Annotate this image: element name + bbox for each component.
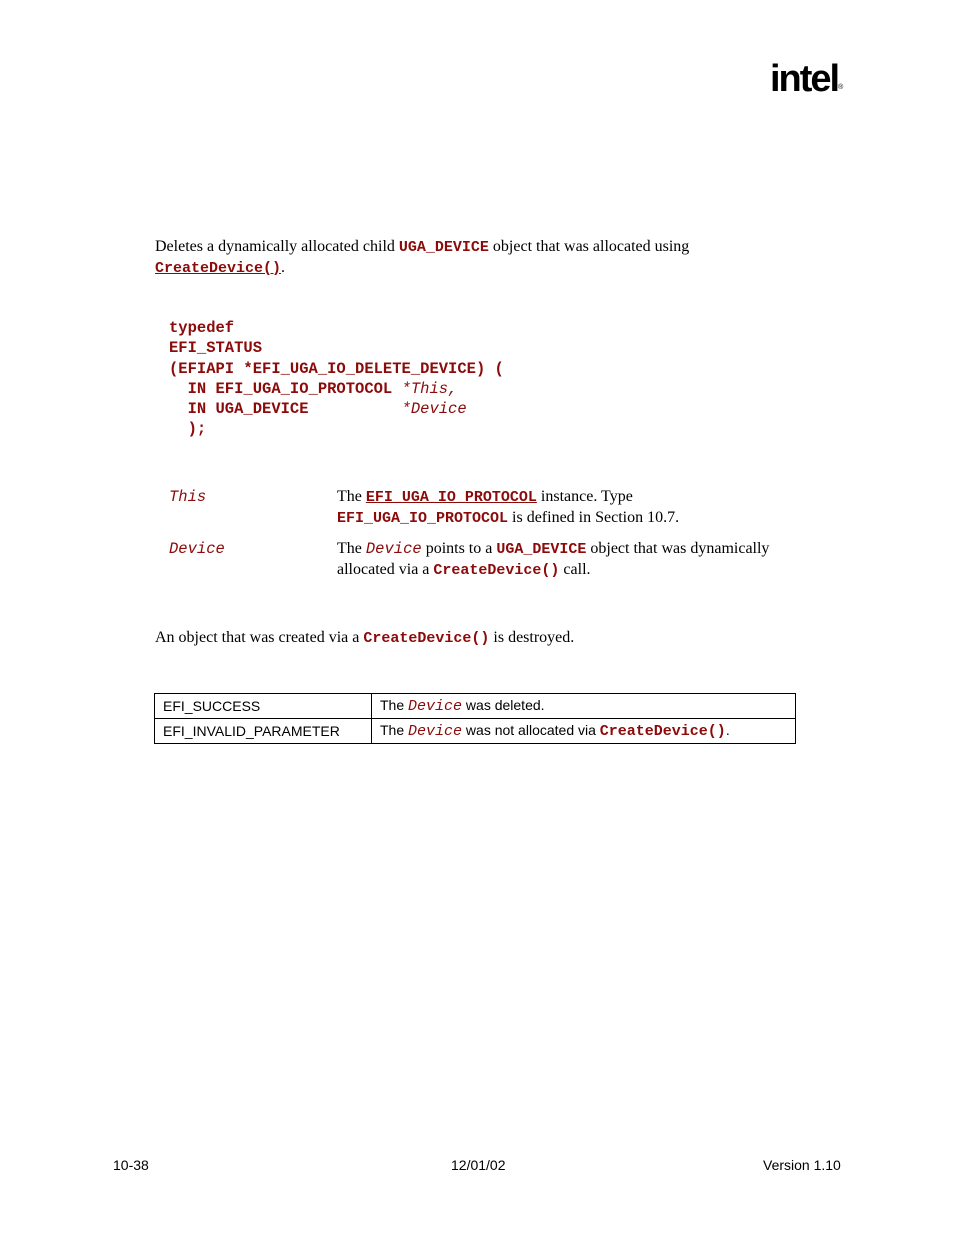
status-text: The [380, 721, 409, 738]
description [155, 629, 574, 647]
device-ref: Device [408, 697, 463, 715]
create-device-link[interactable]: CreateDevice() [155, 260, 282, 277]
summary-text: Deletes a dynamically allocated child [155, 238, 399, 255]
table-row [155, 719, 796, 744]
code-type: IN UGA_DEVICE [169, 400, 402, 419]
registered-mark: ® [838, 84, 844, 91]
efi-uga-io-protocol-link[interactable]: EFI_UGA_IO_PROTOCOL [365, 489, 537, 506]
code-line [169, 379, 504, 399]
param-text: points to a [421, 540, 497, 557]
param-desc-this [337, 487, 679, 529]
code-param: *This, [401, 379, 458, 398]
status-code: EFI_INVALID_PARAMETER [155, 719, 372, 744]
code-line: (EFIAPI *EFI_UGA_IO_DELETE_DEVICE) ( [169, 359, 504, 378]
param-text: The [337, 540, 366, 557]
param-name-this: This [169, 488, 207, 506]
summary-text: . [281, 259, 286, 276]
page-number: 10-38 [113, 1157, 149, 1173]
param-desc-device [337, 539, 769, 581]
summary-text: object that was allocated using [488, 238, 690, 255]
footer-version: Version 1.10 [763, 1157, 841, 1173]
code-line: typedef [169, 319, 235, 337]
summary [155, 237, 689, 279]
table-row [155, 694, 796, 719]
param-text: is defined in Section 10.7. [508, 509, 680, 526]
device-ref: Device [408, 722, 463, 740]
param-text: The [337, 488, 366, 505]
status-description [372, 694, 796, 719]
status-description [372, 719, 796, 744]
description-text: An object that was created via a [155, 629, 364, 646]
code-line [169, 399, 504, 419]
intel-logo: intel® [770, 58, 844, 100]
param-text: call. [559, 561, 591, 578]
code-line: ); [169, 420, 207, 439]
param-text: instance. Type [536, 488, 633, 505]
status-code: EFI_SUCCESS [155, 694, 372, 719]
footer-date: 12/01/02 [451, 1157, 506, 1173]
code-line: EFI_STATUS [169, 339, 263, 358]
param-name-device: Device [169, 540, 225, 558]
description-text: is destroyed. [489, 629, 575, 646]
status-text: was deleted. [462, 696, 545, 713]
status-text: . [725, 721, 730, 738]
code-type: IN EFI_UGA_IO_PROTOCOL [169, 379, 402, 398]
code-param: *Device [401, 400, 467, 419]
prototype-code [169, 318, 504, 440]
status-text: was not allocated via [462, 721, 600, 738]
param-text: allocated via a [337, 561, 434, 578]
status-text: The [380, 696, 409, 713]
device-ref: Device [365, 540, 422, 558]
uga-device-ref: UGA_DEVICE [496, 541, 587, 558]
param-text: object that was dynamically [586, 540, 770, 557]
create-device-ref: CreateDevice() [599, 722, 726, 740]
uga-device-ref: UGA_DEVICE [398, 239, 489, 256]
create-device-ref: CreateDevice() [433, 562, 560, 579]
status-codes-table [154, 693, 796, 744]
create-device-ref: CreateDevice() [363, 630, 490, 647]
efi-uga-io-protocol-ref: EFI_UGA_IO_PROTOCOL [337, 510, 509, 527]
